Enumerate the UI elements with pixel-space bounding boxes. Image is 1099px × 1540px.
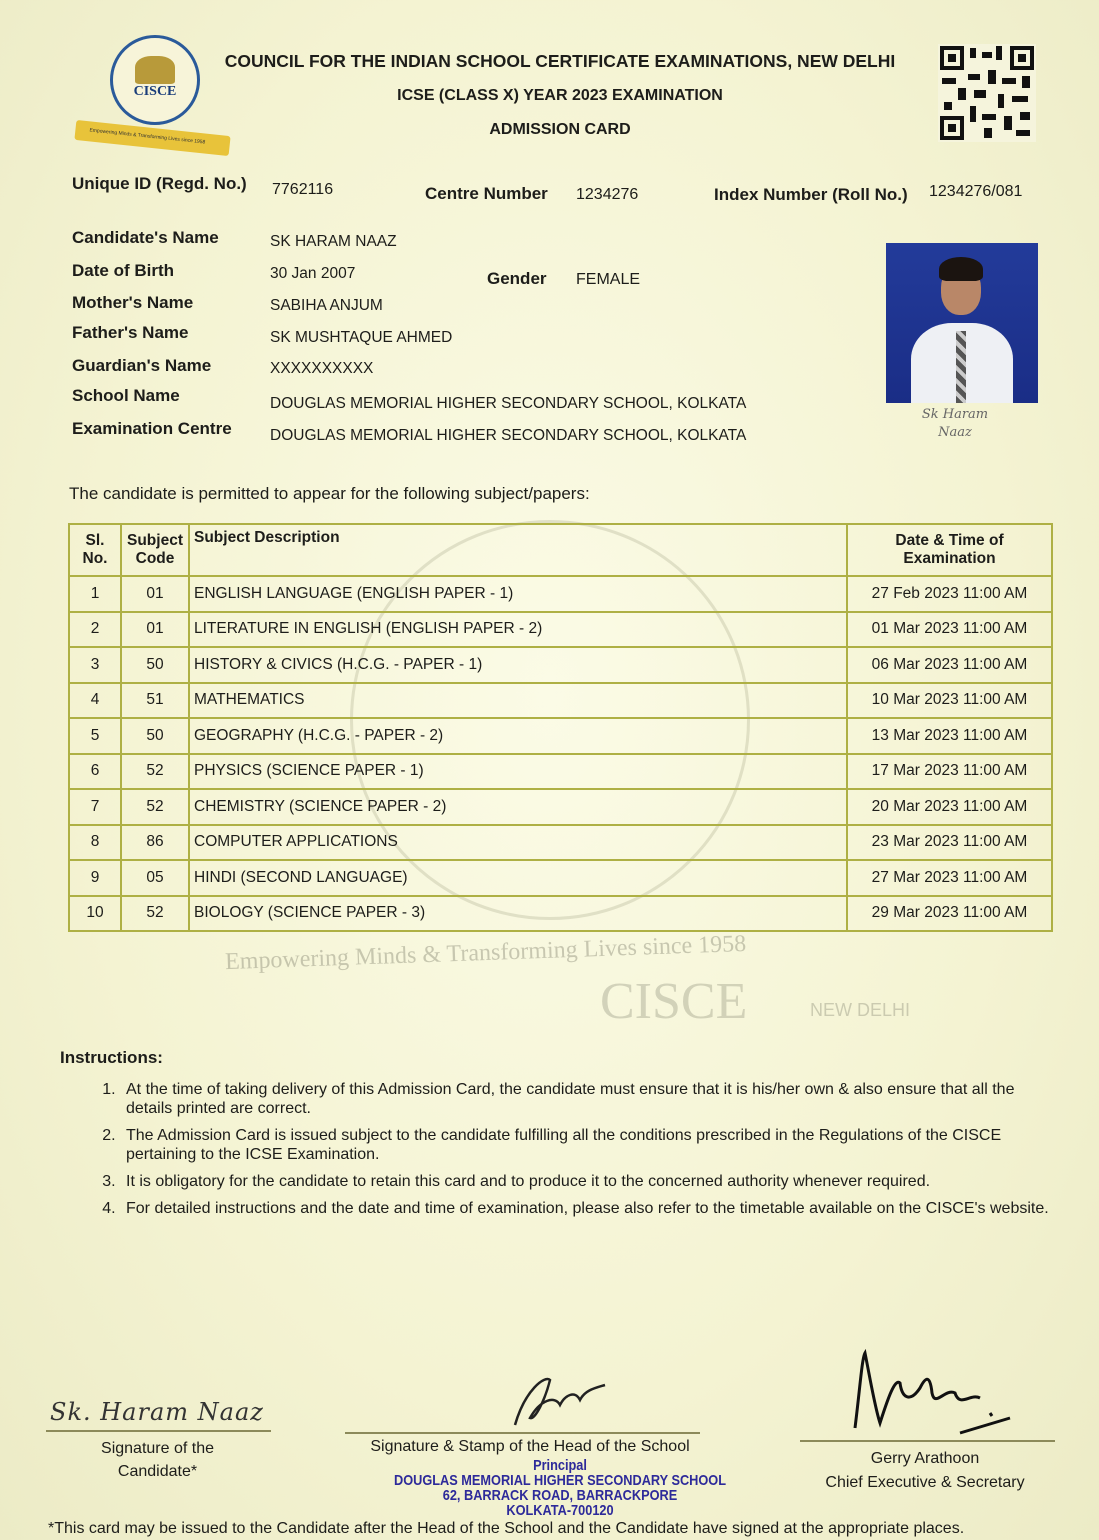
- instruction-item: 4. For detailed instructions and the date and time of examination, please also refer to the timetable available on the CISCE's website.: [120, 1199, 1050, 1218]
- head-signature-label: Signature & Stamp of the Head of the School: [370, 1438, 690, 1455]
- subjects-table: [68, 523, 1053, 932]
- watermark-motto: Empowering Minds & Transforming Lives since 1958: [224, 930, 747, 976]
- subject-description-cell: COMPUTER APPLICATIONS: [189, 825, 847, 861]
- subject-code-cell: 01: [121, 576, 189, 612]
- date-time-cell: 20 Mar 2023 11:00 AM: [847, 789, 1052, 825]
- table-row: [69, 789, 1052, 825]
- dob-label: Date of Birth: [72, 261, 174, 280]
- logo-ribbon: Empowering Minds & Transforming Lives since 1958: [74, 120, 230, 156]
- father-name-value: SK MUSHTAQUE AHMED: [270, 329, 453, 346]
- sl-no-cell: 3: [69, 647, 121, 683]
- subject-description-cell: CHEMISTRY (SCIENCE PAPER - 2): [189, 789, 847, 825]
- subject-code-cell: 50: [121, 647, 189, 683]
- date-time-cell: 01 Mar 2023 11:00 AM: [847, 612, 1052, 648]
- sl-no-cell: 2: [69, 612, 121, 648]
- subject-code-cell: 51: [121, 683, 189, 719]
- table-header-row: [69, 524, 1052, 576]
- date-time-cell: 27 Feb 2023 11:00 AM: [847, 576, 1052, 612]
- table-row: [69, 718, 1052, 754]
- principal-signature: [505, 1370, 615, 1430]
- uid-value: 7762116: [272, 181, 334, 198]
- table-row: [69, 683, 1052, 719]
- col-sl-no: Sl. No.: [69, 524, 121, 576]
- index-number-label: Index Number (Roll No.): [714, 185, 908, 204]
- date-time-cell: 06 Mar 2023 11:00 AM: [847, 647, 1052, 683]
- instruction-item: 3. It is obligatory for the candidate to retain this card and to produce it to the concerned authority whenever required.: [120, 1172, 1050, 1191]
- col-date-time: Date & Time of Examination: [847, 524, 1052, 576]
- cisce-logo: [110, 35, 200, 125]
- father-name-label: Father's Name: [72, 323, 189, 342]
- mother-name-value: SABIHA ANJUM: [270, 297, 383, 314]
- sl-no-cell: 7: [69, 789, 121, 825]
- col-subject-code: Subject Code: [121, 524, 189, 576]
- school-stamp: [382, 1458, 739, 1518]
- instructions-title: Instructions:: [60, 1048, 163, 1067]
- stamp-line: KOLKATA-700120: [506, 1502, 614, 1519]
- head-signature-line: [345, 1432, 700, 1434]
- instruction-item: 1. At the time of taking delivery of this Admission Card, the candidate must ensure that it is his/her own & also ensure that all the details printed are correct.: [120, 1080, 1050, 1118]
- stamp-line: DOUGLAS MEMORIAL HIGHER SECONDARY SCHOOL: [393, 1472, 727, 1489]
- subject-description-cell: HINDI (SECOND LANGUAGE): [189, 860, 847, 896]
- centre-number-value: 1234276: [576, 186, 639, 203]
- centre-number-label: Centre Number: [425, 184, 548, 203]
- date-time-cell: 17 Mar 2023 11:00 AM: [847, 754, 1052, 790]
- subject-code-cell: 01: [121, 612, 189, 648]
- chief-signature-line: [800, 1440, 1055, 1442]
- table-row: [69, 860, 1052, 896]
- mother-name-label: Mother's Name: [72, 293, 194, 312]
- uid-label: Unique ID (Regd. No.): [72, 174, 247, 193]
- dob-value: 30 Jan 2007: [270, 265, 356, 282]
- subject-description-cell: PHYSICS (SCIENCE PAPER - 1): [189, 754, 847, 790]
- card-title: ADMISSION CARD: [489, 121, 631, 138]
- subject-code-cell: 05: [121, 860, 189, 896]
- date-time-cell: 10 Mar 2023 11:00 AM: [847, 683, 1052, 719]
- sl-no-cell: 4: [69, 683, 121, 719]
- subject-description-cell: MATHEMATICS: [189, 683, 847, 719]
- sl-no-cell: 9: [69, 860, 121, 896]
- stamp-line: Principal: [533, 1457, 587, 1474]
- candidate-signature-line: [46, 1430, 271, 1432]
- date-time-cell: 23 Mar 2023 11:00 AM: [847, 825, 1052, 861]
- date-time-cell: 27 Mar 2023 11:00 AM: [847, 860, 1052, 896]
- chief-signature: [840, 1348, 1030, 1438]
- table-row: [69, 825, 1052, 861]
- candidate-signature: Sk. Haram Naaz: [50, 1398, 264, 1426]
- subject-description-cell: LITERATURE IN ENGLISH (ENGLISH PAPER - 2): [189, 612, 847, 648]
- subject-code-cell: 50: [121, 718, 189, 754]
- col-subject-description: Subject Description: [189, 524, 847, 576]
- footnote: *This card may be issued to the Candidate after the Head of the School and the Candidate have signed at the appropriate places.: [48, 1520, 965, 1537]
- table-row: [69, 647, 1052, 683]
- candidate-name-value: SK HARAM NAAZ: [270, 233, 397, 250]
- subject-description-cell: GEOGRAPHY (H.C.G. - PAPER - 2): [189, 718, 847, 754]
- photo-signature: Sk Haram Naaz: [921, 407, 989, 440]
- gender-label: Gender: [487, 269, 547, 288]
- watermark-city: NEW DELHI: [810, 1000, 911, 1020]
- subject-code-cell: 52: [121, 754, 189, 790]
- subject-description-cell: BIOLOGY (SCIENCE PAPER - 3): [189, 896, 847, 932]
- table-row: [69, 576, 1052, 612]
- subject-code-cell: 52: [121, 789, 189, 825]
- candidate-signature-label: Signature of the Candidate*: [101, 1440, 214, 1480]
- permit-text: The candidate is permitted to appear for the following subject/papers:: [69, 484, 590, 503]
- date-time-cell: 29 Mar 2023 11:00 AM: [847, 896, 1052, 932]
- date-time-cell: 13 Mar 2023 11:00 AM: [847, 718, 1052, 754]
- table-row: [69, 896, 1052, 932]
- table-row: [69, 612, 1052, 648]
- school-name-label: School Name: [72, 386, 180, 405]
- logo-text: CISCE: [133, 84, 177, 99]
- exam-centre-value: DOUGLAS MEMORIAL HIGHER SECONDARY SCHOOL, KOLKATA: [270, 427, 747, 444]
- subject-code-cell: 52: [121, 896, 189, 932]
- candidate-photo: [886, 243, 1038, 403]
- school-name-value: DOUGLAS MEMORIAL HIGHER SECONDARY SCHOOL, KOLKATA: [270, 395, 747, 412]
- qr-code: [938, 44, 1036, 142]
- guardian-name-value: XXXXXXXXXX: [270, 360, 374, 377]
- sl-no-cell: 5: [69, 718, 121, 754]
- instruction-item: 2. The Admission Card is issued subject to the candidate fulfilling all the conditions prescribed in the Regulations of the CISCE pertaining to the ICSE Examination.: [120, 1126, 1050, 1164]
- watermark-seal-text: CISCE: [600, 973, 748, 1030]
- candidate-name-label: Candidate's Name: [72, 228, 219, 247]
- org-name: COUNCIL FOR THE INDIAN SCHOOL CERTIFICATE EXAMINATIONS, NEW DELHI: [224, 51, 896, 71]
- chief-title: Chief Executive & Secretary: [825, 1474, 1025, 1491]
- exam-centre-label: Examination Centre: [72, 419, 232, 438]
- sl-no-cell: 6: [69, 754, 121, 790]
- exam-name: ICSE (CLASS X) YEAR 2023 EXAMINATION: [397, 87, 723, 104]
- subject-description-cell: HISTORY & CIVICS (H.C.G. - PAPER - 1): [189, 647, 847, 683]
- gender-value: FEMALE: [576, 271, 641, 288]
- index-number-value: 1234276/081: [929, 183, 1023, 200]
- chief-name: Gerry Arathoon: [870, 1450, 980, 1467]
- table-row: [69, 754, 1052, 790]
- sl-no-cell: 10: [69, 896, 121, 932]
- sl-no-cell: 8: [69, 825, 121, 861]
- stamp-line: 62, BARRACK ROAD, BARRACKPORE: [442, 1487, 678, 1504]
- subject-code-cell: 86: [121, 825, 189, 861]
- guardian-name-label: Guardian's Name: [72, 356, 212, 375]
- sl-no-cell: 1: [69, 576, 121, 612]
- subject-description-cell: ENGLISH LANGUAGE (ENGLISH PAPER - 1): [189, 576, 847, 612]
- instructions: [60, 1048, 1050, 1226]
